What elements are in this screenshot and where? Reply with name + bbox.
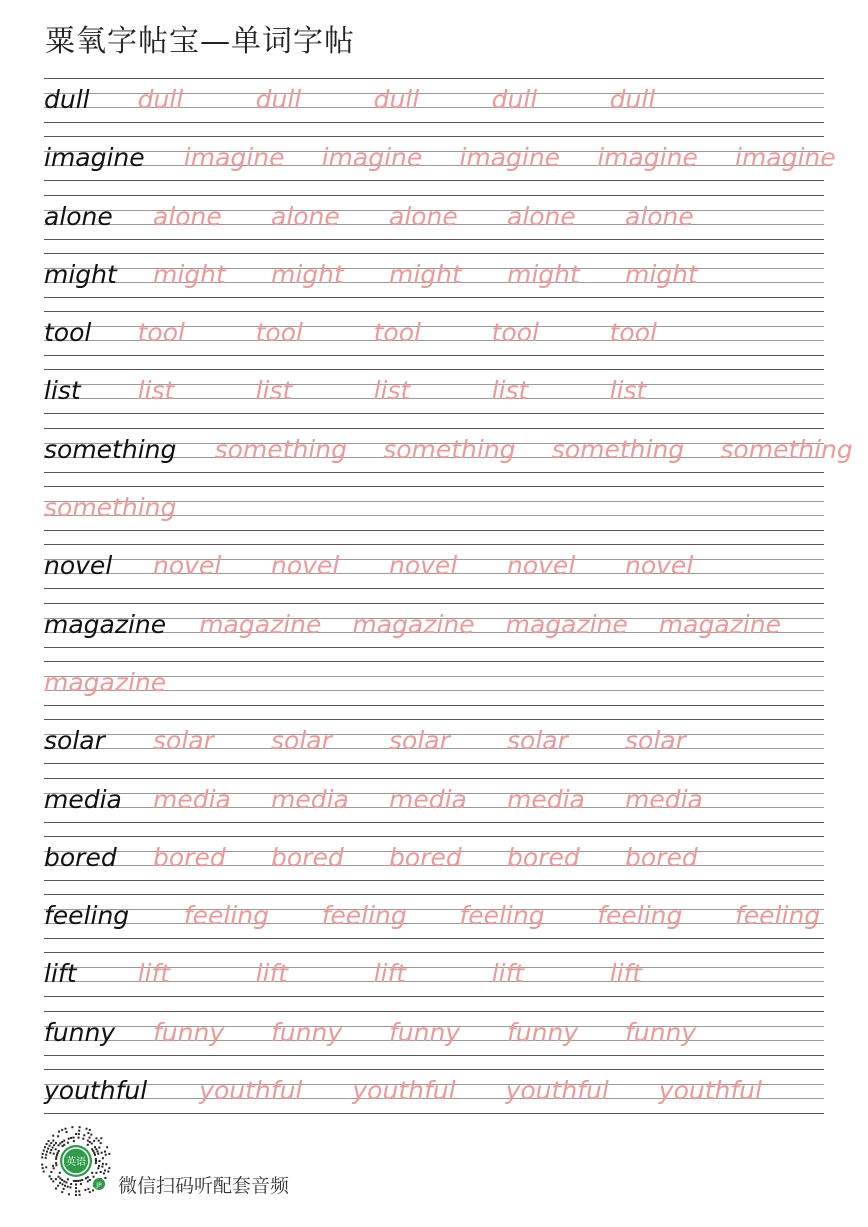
model-word: feeling <box>44 901 130 931</box>
trace-word: imagine <box>459 143 561 173</box>
qr-badge-text: 英语 <box>66 1157 86 1168</box>
trace-word: dull <box>491 85 538 114</box>
trace-word: funny <box>507 1017 579 1047</box>
row-words <box>44 723 824 759</box>
guide-line <box>44 996 824 997</box>
trace-word: alone <box>625 201 694 231</box>
row-words <box>44 490 824 526</box>
trace-word: funny <box>389 1017 461 1047</box>
model-word: something <box>44 434 177 464</box>
guide-line <box>44 239 824 240</box>
row-words <box>44 607 824 643</box>
footer <box>40 1125 400 1200</box>
trace-word: dull <box>609 85 656 114</box>
row-words <box>44 1015 824 1051</box>
model-word: dull <box>44 85 90 114</box>
row-words <box>44 257 824 293</box>
trace-word: magazine <box>352 609 475 639</box>
row-words <box>44 898 824 934</box>
trace-word: magazine <box>658 609 781 639</box>
trace-word: tool <box>491 318 539 348</box>
trace-word: bored <box>625 842 698 872</box>
guide-line <box>44 763 824 764</box>
qr-code-icon[interactable] <box>40 1125 112 1197</box>
guide-line <box>44 180 824 181</box>
trace-word: list <box>137 376 175 406</box>
trace-word: list <box>255 376 293 406</box>
trace-word: alone <box>271 201 340 231</box>
trace-word: funny <box>271 1017 343 1047</box>
trace-word: alone <box>507 201 576 231</box>
trace-word: bored <box>507 842 580 872</box>
trace-word: alone <box>389 201 458 231</box>
trace-word: dull <box>137 85 184 114</box>
trace-word: might <box>625 259 698 289</box>
qr-corner-text: JP <box>96 1182 102 1189</box>
practice-row <box>44 778 824 836</box>
practice-row <box>44 428 853 486</box>
guide-line <box>44 355 824 356</box>
row-words <box>44 840 824 876</box>
trace-word: magazine <box>505 609 628 639</box>
trace-word: feeling <box>597 901 683 931</box>
guide-line <box>44 369 824 370</box>
guide-line <box>44 472 824 473</box>
trace-word: media <box>271 784 349 814</box>
guide-line <box>44 1069 824 1070</box>
trace-word: feeling <box>183 901 269 931</box>
guide-line <box>44 530 824 531</box>
practice-row <box>44 661 824 719</box>
trace-word: something <box>551 434 685 464</box>
guide-line <box>44 413 824 414</box>
model-word: list <box>44 376 81 406</box>
model-word: youthful <box>44 1076 148 1106</box>
trace-word: imagine <box>321 143 423 173</box>
guide-line <box>44 195 824 196</box>
trace-word: feeling <box>321 901 407 931</box>
model-word: tool <box>44 318 92 348</box>
practice-row <box>44 836 824 894</box>
practice-row <box>44 486 824 544</box>
guide-line <box>44 603 824 604</box>
guide-line <box>44 136 824 137</box>
guide-line <box>44 486 824 487</box>
guide-line <box>44 778 824 779</box>
trace-word: lift <box>255 959 289 989</box>
trace-word: bored <box>271 842 344 872</box>
practice-row <box>44 603 824 661</box>
trace-word: media <box>389 784 467 814</box>
trace-word: alone <box>153 201 222 231</box>
page-title: 粟氧字帖宝—单词字帖 <box>45 24 355 59</box>
model-word: funny <box>44 1017 116 1047</box>
trace-word: funny <box>153 1017 225 1047</box>
trace-word: tool <box>373 318 421 348</box>
practice-row <box>44 78 824 136</box>
practice-row <box>44 311 824 369</box>
practice-row <box>44 719 824 777</box>
trace-word: lift <box>609 959 643 989</box>
trace-word: funny <box>625 1017 697 1047</box>
practice-row <box>44 369 824 427</box>
practice-row <box>44 253 824 311</box>
trace-word: might <box>153 259 226 289</box>
guide-line <box>44 1113 824 1114</box>
trace-word: novel <box>271 551 340 581</box>
guide-line <box>44 253 824 254</box>
guide-line <box>44 1055 824 1056</box>
trace-word: solar <box>625 726 686 756</box>
trace-word: media <box>625 784 703 814</box>
guide-line <box>44 705 824 706</box>
guide-line <box>44 952 824 953</box>
trace-word: might <box>507 259 580 289</box>
guide-line <box>44 122 824 123</box>
row-words <box>44 199 824 235</box>
guide-line <box>44 719 824 720</box>
trace-word: youthful <box>658 1076 762 1106</box>
practice-grid <box>44 78 853 1128</box>
trace-word: might <box>271 259 344 289</box>
guide-line <box>44 544 824 545</box>
trace-word: novel <box>625 551 694 581</box>
guide-line <box>44 297 824 298</box>
practice-row <box>44 136 836 194</box>
trace-word: media <box>507 784 585 814</box>
trace-word: magazine <box>199 609 322 639</box>
row-words <box>44 1073 824 1109</box>
trace-word: youthful <box>199 1076 303 1106</box>
trace-word: solar <box>271 726 332 756</box>
row-words <box>44 373 824 409</box>
trace-word: bored <box>153 842 226 872</box>
trace-word: lift <box>137 959 171 989</box>
trace-word: imagine <box>735 143 836 173</box>
guide-line <box>44 894 824 895</box>
trace-word: lift <box>491 959 525 989</box>
trace-word: youthful <box>352 1076 456 1106</box>
trace-word: youthful <box>505 1076 609 1106</box>
trace-word: feeling <box>735 901 821 931</box>
guide-line <box>44 428 824 429</box>
trace-word: tool <box>609 318 657 348</box>
trace-word: bored <box>389 842 462 872</box>
practice-row <box>44 1069 824 1127</box>
trace-word: media <box>153 784 231 814</box>
row-words <box>44 82 824 118</box>
model-word: imagine <box>44 143 145 173</box>
practice-row <box>44 195 824 253</box>
guide-line <box>44 938 824 939</box>
row-words <box>44 665 824 701</box>
model-word: media <box>44 784 122 814</box>
trace-word: something <box>383 434 516 464</box>
practice-row <box>44 544 824 602</box>
trace-word: novel <box>389 551 458 581</box>
trace-word: something <box>214 434 347 464</box>
model-word: lift <box>44 959 77 989</box>
trace-word: list <box>609 376 647 406</box>
row-words <box>44 782 824 818</box>
trace-word: might <box>389 259 462 289</box>
trace-word: feeling <box>459 901 545 931</box>
trace-word: magazine <box>44 667 167 697</box>
trace-word: list <box>491 376 529 406</box>
trace-word: novel <box>507 551 576 581</box>
guide-line <box>44 1011 824 1012</box>
model-word: solar <box>44 726 105 756</box>
trace-word: something <box>720 434 853 464</box>
trace-word: dull <box>255 85 302 114</box>
trace-word: tool <box>255 318 303 348</box>
row-words <box>44 432 853 468</box>
model-word: might <box>44 259 117 289</box>
row-words <box>44 140 836 176</box>
trace-word: tool <box>137 318 185 348</box>
row-words <box>44 315 824 351</box>
trace-word: novel <box>153 551 222 581</box>
practice-row <box>44 894 824 952</box>
practice-row <box>44 952 824 1010</box>
guide-line <box>44 822 824 823</box>
trace-word: imagine <box>597 143 698 173</box>
practice-row <box>44 1011 824 1069</box>
guide-line <box>44 880 824 881</box>
model-word: bored <box>44 842 117 872</box>
footer-caption: 微信扫码听配套音频 <box>118 1175 290 1197</box>
guide-line <box>44 311 824 312</box>
model-word: novel <box>44 551 113 581</box>
row-words <box>44 548 824 584</box>
trace-word: list <box>373 376 411 406</box>
trace-word: imagine <box>183 143 285 173</box>
guide-line <box>44 836 824 837</box>
model-word: magazine <box>44 609 167 639</box>
trace-word: something <box>44 493 177 523</box>
trace-word: lift <box>373 959 407 989</box>
row-words <box>44 956 824 992</box>
guide-line <box>44 647 824 648</box>
model-word: alone <box>44 201 113 231</box>
trace-word: solar <box>389 726 450 756</box>
trace-word: solar <box>507 726 568 756</box>
guide-line <box>44 661 824 662</box>
trace-word: solar <box>153 726 214 756</box>
guide-line <box>44 588 824 589</box>
trace-word: dull <box>373 85 420 114</box>
guide-line <box>44 78 824 79</box>
